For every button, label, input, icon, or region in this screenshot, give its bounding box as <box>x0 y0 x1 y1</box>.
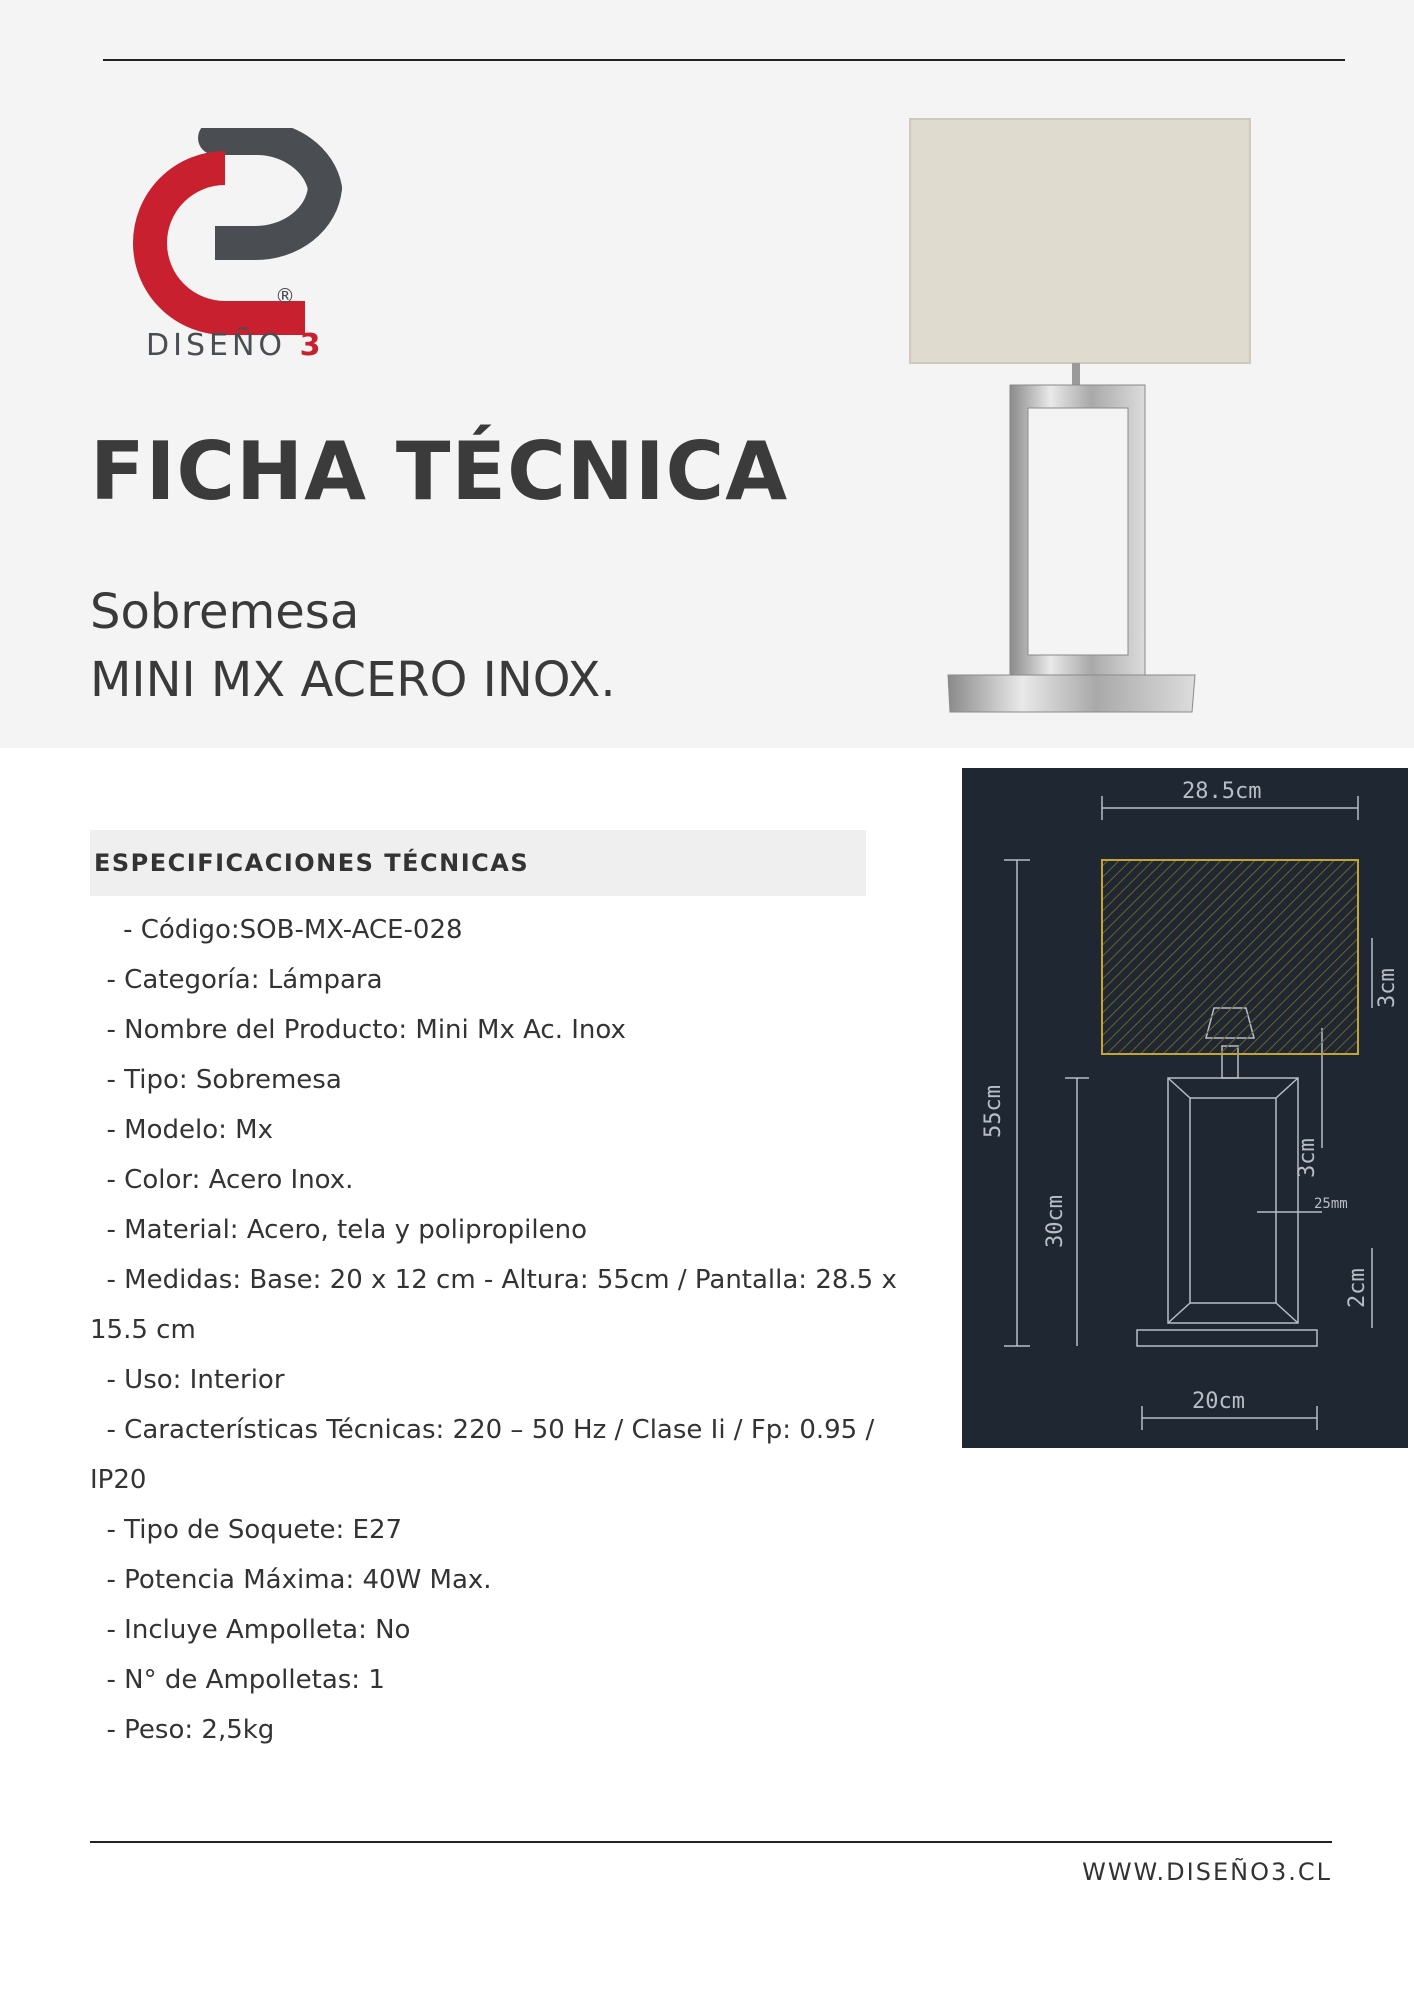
dim-height-label: 55cm <box>981 1085 1006 1138</box>
dim-top-label: 28.5cm <box>1182 779 1262 804</box>
spec-item: - N° de Ampolletas: 1 <box>90 1665 385 1695</box>
spec-item: - Potencia Máxima: 40W Max. <box>90 1565 492 1595</box>
specs-list <box>90 905 930 1755</box>
dim-body-label: 30cm <box>1043 1195 1068 1248</box>
spec-item: - Características Técnicas: 220 – 50 Hz / Clase Ii / Fp: 0.95 / IP20 <box>90 1415 883 1495</box>
website-link[interactable]: WWW.DISEÑO3.CL <box>1082 1858 1332 1886</box>
registered-mark: ® <box>275 284 295 308</box>
bottom-divider <box>90 1841 1332 1843</box>
dim-base-side-label: 2cm <box>1345 1268 1370 1308</box>
spec-item: - Incluye Ampolleta: No <box>90 1615 411 1645</box>
spec-item: - Uso: Interior <box>90 1365 285 1395</box>
spec-item: - Peso: 2,5kg <box>90 1715 275 1745</box>
spec-item: - Modelo: Mx <box>90 1115 273 1145</box>
top-divider <box>103 59 1345 61</box>
spec-item: - Medidas: Base: 20 x 12 cm - Altura: 55cm / Pantalla: 28.5 x 15.5 cm <box>90 1265 906 1345</box>
dim-neck-label: 3cm <box>1295 1138 1320 1178</box>
brand-name-text: DISEÑO <box>146 328 287 363</box>
dim-bar-label: 25mm <box>1314 1196 1348 1212</box>
spec-item: - Nombre del Producto: Mini Mx Ac. Inox <box>90 1015 626 1045</box>
spec-item: - Tipo: Sobremesa <box>90 1065 342 1095</box>
product-type: Sobremesa <box>90 584 360 640</box>
lamp-photo <box>900 110 1260 730</box>
page-title: FICHA TÉCNICA <box>90 425 789 518</box>
spec-item: - Material: Acero, tela y polipropileno <box>90 1215 587 1245</box>
dim-shade-side-label: 3cm <box>1375 968 1400 1008</box>
spec-item: - Código:SOB-MX-ACE-028 <box>90 915 463 945</box>
spec-item: - Color: Acero Inox. <box>90 1165 354 1195</box>
dim-base-label: 20cm <box>1192 1389 1245 1414</box>
spec-item: - Tipo de Soquete: E27 <box>90 1515 403 1545</box>
spec-item: - Categoría: Lámpara <box>90 965 383 995</box>
product-name: MINI MX ACERO INOX. <box>90 652 616 708</box>
specs-heading: ESPECIFICACIONES TÉCNICAS <box>90 830 866 896</box>
brand-name <box>146 328 324 363</box>
brand-name-number: 3 <box>299 328 325 363</box>
product-subtitle <box>90 578 616 714</box>
dimension-drawing <box>962 768 1408 1448</box>
